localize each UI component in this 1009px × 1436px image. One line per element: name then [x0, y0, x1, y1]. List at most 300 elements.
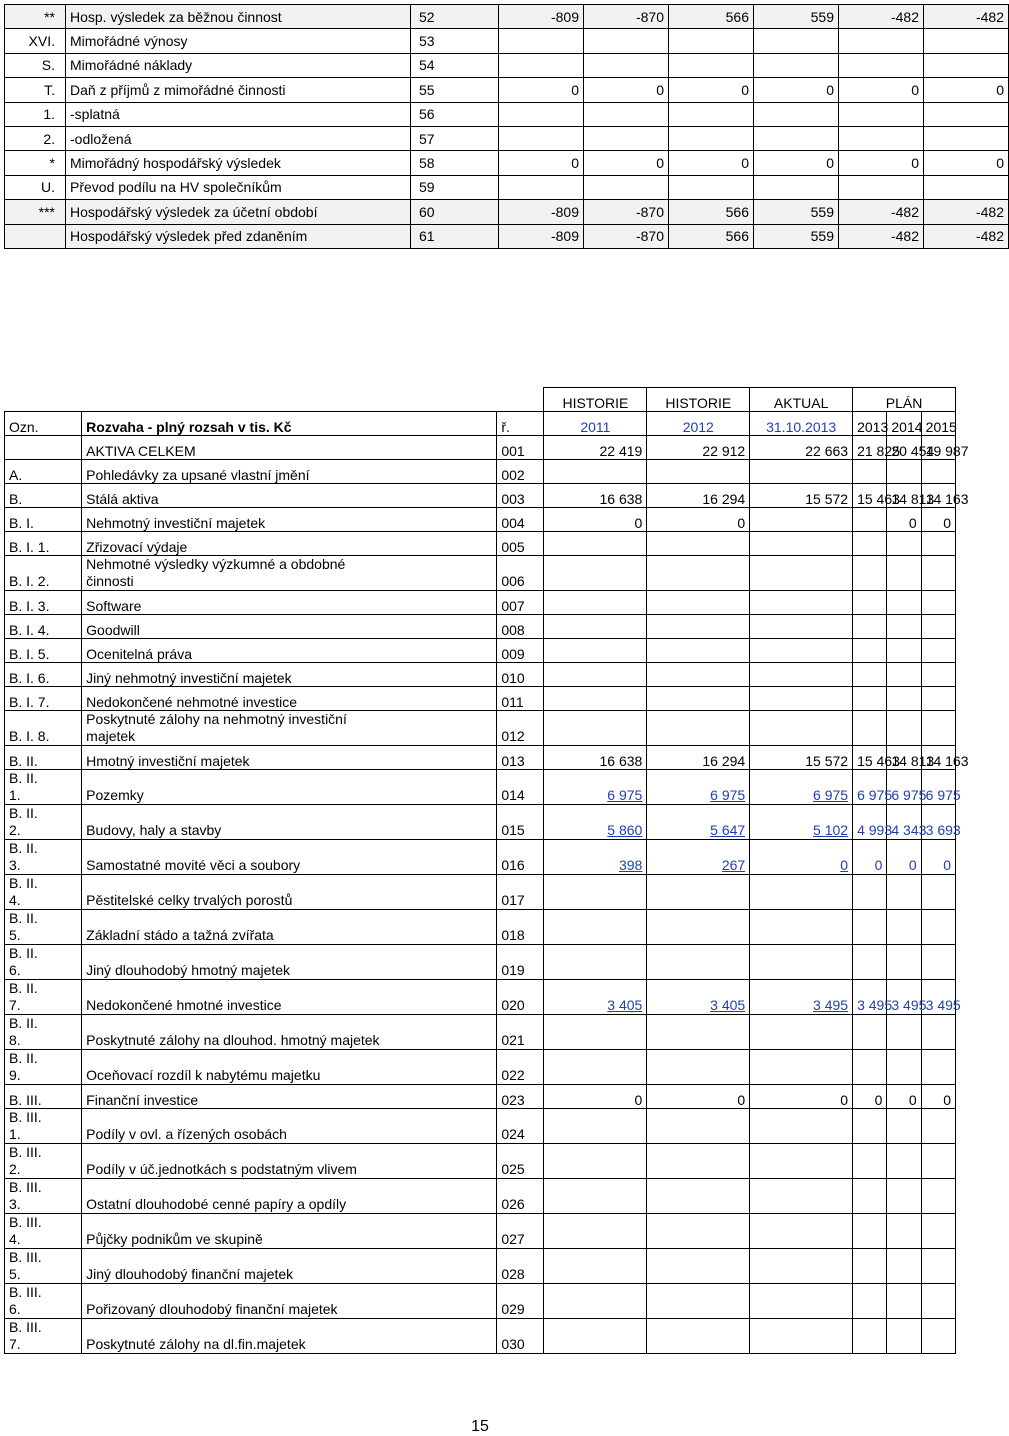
table-row	[5, 1214, 956, 1249]
value-cell	[544, 532, 647, 556]
value-cell	[750, 1144, 853, 1179]
value-cell	[853, 687, 887, 711]
row-code-line: 7.	[9, 1336, 21, 1352]
value-cell	[544, 460, 647, 484]
row-code-line: B. I.	[9, 515, 34, 531]
value-cell: -870	[584, 200, 669, 224]
table-row	[5, 1050, 956, 1085]
value-cell	[647, 687, 750, 711]
row-code-line: 3.	[9, 857, 21, 873]
value-cell: 0	[887, 1085, 921, 1109]
row-name	[82, 1284, 497, 1319]
value-cell: -809	[499, 224, 584, 248]
value-cell	[921, 1015, 955, 1050]
value-cell: 6 975	[921, 770, 955, 805]
value-cell: 0	[921, 1085, 955, 1109]
value-cell	[853, 1015, 887, 1050]
value-cell	[887, 875, 921, 910]
col-header-row: ř.	[497, 412, 544, 436]
row-name	[82, 840, 497, 875]
row-code-line: 5.	[9, 927, 21, 943]
value-cell: 398	[544, 840, 647, 875]
value-cell	[921, 556, 955, 591]
value-cell: 14 813	[887, 746, 921, 770]
row-name: -odložená	[66, 126, 411, 150]
value-cell	[647, 591, 750, 615]
value-cell	[839, 53, 924, 77]
table-row	[5, 1085, 956, 1109]
value-cell: 5 102	[750, 805, 853, 840]
value-cell	[584, 102, 669, 126]
value-cell	[750, 1015, 853, 1050]
value-cell	[839, 175, 924, 199]
value-cell: 6 975	[750, 770, 853, 805]
value-cell	[921, 910, 955, 945]
row-name	[82, 615, 497, 639]
value-cell	[887, 1179, 921, 1214]
row-code	[5, 436, 82, 460]
row-name-line: Finanční investice	[86, 1092, 199, 1108]
value-cell	[647, 556, 750, 591]
table-row	[5, 1179, 956, 1214]
row-number: 023	[497, 1085, 544, 1109]
value-cell	[853, 1109, 887, 1144]
value-cell	[544, 639, 647, 663]
row-code	[5, 1015, 82, 1050]
row-code	[5, 1319, 82, 1354]
value-cell	[544, 591, 647, 615]
value-cell: 14 163	[921, 746, 955, 770]
row-name-line: Goodwill	[86, 622, 140, 638]
value-cell: 3 495	[921, 980, 955, 1015]
value-cell: 0	[750, 840, 853, 875]
value-cell	[853, 1144, 887, 1179]
value-cell	[887, 1319, 921, 1354]
table-row	[5, 1284, 956, 1319]
value-cell: 559	[754, 224, 839, 248]
value-cell	[887, 1050, 921, 1085]
row-number: 52	[411, 5, 499, 29]
value-cell	[584, 53, 669, 77]
value-cell: 6 975	[853, 770, 887, 805]
value-cell	[750, 591, 853, 615]
row-name: Mimořádný hospodářský výsledek	[66, 151, 411, 175]
value-cell	[669, 29, 754, 53]
row-mark: 1.	[5, 102, 66, 126]
table-row	[5, 224, 1009, 248]
row-number: 005	[497, 532, 544, 556]
value-cell: 0	[584, 78, 669, 102]
balance-sheet-table	[4, 387, 969, 1354]
value-cell	[750, 711, 853, 746]
table-row	[5, 1319, 956, 1354]
value-cell	[750, 639, 853, 663]
row-number: 56	[411, 102, 499, 126]
table-row	[5, 875, 956, 910]
row-name	[82, 1144, 497, 1179]
value-cell	[750, 556, 853, 591]
row-name-line: Zřizovací výdaje	[86, 539, 188, 555]
row-mark: ***	[5, 200, 66, 224]
row-name: Hospodářský výsledek za účetní období	[66, 200, 411, 224]
value-cell: 0	[544, 1085, 647, 1109]
table-row	[5, 910, 956, 945]
value-cell: 0	[669, 151, 754, 175]
row-number: 54	[411, 53, 499, 77]
value-cell	[750, 1109, 853, 1144]
group-header-history-2: HISTORIE	[647, 388, 750, 412]
value-cell: 0	[921, 508, 955, 532]
table-row	[5, 591, 956, 615]
value-cell: -482	[924, 224, 1009, 248]
value-cell: 22 419	[544, 436, 647, 460]
table-row	[5, 175, 1009, 199]
value-cell	[544, 1109, 647, 1144]
row-number: 010	[497, 663, 544, 687]
row-name-line: Pořizovaný dlouhodobý finanční majetek	[86, 1301, 338, 1317]
row-code-line: B. II.	[9, 1015, 38, 1031]
table-row	[5, 1109, 956, 1144]
value-cell	[544, 1214, 647, 1249]
value-cell: 16 294	[647, 746, 750, 770]
value-cell	[921, 1249, 955, 1284]
value-cell	[750, 1284, 853, 1319]
value-cell	[853, 1284, 887, 1319]
value-cell	[647, 910, 750, 945]
row-number: 028	[497, 1249, 544, 1284]
value-cell	[647, 875, 750, 910]
table-row	[5, 1015, 956, 1050]
value-cell	[921, 1284, 955, 1319]
value-cell	[924, 175, 1009, 199]
row-code-line: B. III.	[9, 1092, 42, 1108]
value-cell	[853, 460, 887, 484]
value-cell: 16 294	[647, 484, 750, 508]
value-cell: 4 993	[853, 805, 887, 840]
row-name-line: Podíly v úč.jednotkách s podstatným vlivem	[86, 1161, 357, 1177]
value-cell	[921, 460, 955, 484]
value-cell	[647, 1050, 750, 1085]
value-cell	[921, 711, 955, 746]
profit-loss-table	[4, 4, 1009, 249]
value-cell: 5 860	[544, 805, 647, 840]
value-cell	[853, 508, 887, 532]
row-code-line: B. III.	[9, 1214, 42, 1230]
value-cell	[544, 556, 647, 591]
value-cell	[921, 1144, 955, 1179]
row-number: 026	[497, 1179, 544, 1214]
value-cell: 4 343	[887, 805, 921, 840]
value-cell: 559	[754, 5, 839, 29]
value-cell	[750, 1214, 853, 1249]
value-cell: 0	[924, 151, 1009, 175]
row-code-line: B. II.	[9, 770, 38, 786]
table-row	[5, 1249, 956, 1284]
value-cell	[750, 663, 853, 687]
row-number: 019	[497, 945, 544, 980]
table-row	[5, 556, 956, 591]
row-number: 53	[411, 29, 499, 53]
value-cell: 0	[499, 78, 584, 102]
value-cell: 0	[584, 151, 669, 175]
value-cell	[887, 591, 921, 615]
row-code	[5, 840, 82, 875]
row-number: 012	[497, 711, 544, 746]
value-cell	[853, 1179, 887, 1214]
value-cell	[921, 1050, 955, 1085]
row-name	[82, 1249, 497, 1284]
row-number: 60	[411, 200, 499, 224]
table-row	[5, 102, 1009, 126]
row-code-line: 7.	[9, 997, 21, 1013]
row-number: 024	[497, 1109, 544, 1144]
value-cell	[754, 53, 839, 77]
value-cell	[887, 532, 921, 556]
row-name-line: Poskytnuté zálohy na dlouhod. hmotný majetek	[86, 1032, 380, 1048]
row-name: Mimořádné výnosy	[66, 29, 411, 53]
value-cell: 0	[924, 78, 1009, 102]
row-name	[82, 556, 497, 591]
value-cell: 3 405	[647, 980, 750, 1015]
value-cell	[750, 687, 853, 711]
value-cell	[544, 875, 647, 910]
row-name-line: Poskytnuté zálohy na dl.fin.majetek	[86, 1336, 306, 1352]
value-cell	[921, 687, 955, 711]
row-code-line: B. I. 5.	[9, 646, 50, 662]
value-cell	[887, 460, 921, 484]
row-name: Převod podílu na HV společníkům	[66, 175, 411, 199]
value-cell	[887, 711, 921, 746]
row-name	[82, 532, 497, 556]
value-cell: 3 495	[853, 980, 887, 1015]
value-cell: 3 495	[750, 980, 853, 1015]
value-cell: 0	[544, 508, 647, 532]
value-cell: 6 975	[544, 770, 647, 805]
row-code-line: 6.	[9, 1301, 21, 1317]
value-cell	[853, 532, 887, 556]
value-cell	[921, 639, 955, 663]
row-name	[82, 711, 497, 746]
table-row	[5, 639, 956, 663]
value-cell: -482	[839, 224, 924, 248]
value-cell	[750, 945, 853, 980]
row-number: 55	[411, 78, 499, 102]
value-cell	[921, 615, 955, 639]
row-name: Daň z příjmů z mimořádné činnosti	[66, 78, 411, 102]
value-cell	[647, 663, 750, 687]
row-code-line: B. III.	[9, 1179, 42, 1195]
value-cell: -870	[584, 224, 669, 248]
value-cell	[584, 29, 669, 53]
value-cell: 0	[853, 840, 887, 875]
value-cell: 0	[839, 78, 924, 102]
row-number: 017	[497, 875, 544, 910]
value-cell: -809	[499, 5, 584, 29]
row-code-line: B. I. 8.	[9, 728, 50, 744]
row-code	[5, 1249, 82, 1284]
table-row	[5, 460, 956, 484]
row-code-line: 9.	[9, 1067, 21, 1083]
value-cell	[924, 102, 1009, 126]
column-header-row	[5, 412, 956, 436]
value-cell: -809	[499, 200, 584, 224]
row-code-line: B.	[9, 491, 23, 507]
row-code-line: 1.	[9, 1126, 21, 1142]
row-code	[5, 875, 82, 910]
row-code	[5, 484, 82, 508]
row-name-line: Jiný nehmotný investiční majetek	[86, 670, 292, 686]
value-cell: 15 463	[853, 746, 887, 770]
value-cell: 16 638	[544, 746, 647, 770]
row-mark: XVI.	[5, 29, 66, 53]
row-code-line: 8.	[9, 1032, 21, 1048]
value-cell: 6 975	[647, 770, 750, 805]
col-header-name: Rozvaha - plný rozsah v tis. Kč	[82, 412, 497, 436]
row-code	[5, 639, 82, 663]
value-cell: 14 163	[921, 484, 955, 508]
row-name	[82, 1319, 497, 1354]
row-code-line: 2.	[9, 822, 21, 838]
row-code	[5, 591, 82, 615]
value-cell	[544, 663, 647, 687]
value-cell	[669, 175, 754, 199]
value-cell: 0	[839, 151, 924, 175]
value-cell	[853, 945, 887, 980]
table-row	[5, 151, 1009, 175]
row-name	[82, 639, 497, 663]
value-cell	[921, 945, 955, 980]
group-header-actual: AKTUAL	[750, 388, 853, 412]
value-cell	[750, 508, 853, 532]
row-number: 009	[497, 639, 544, 663]
value-cell: 16 638	[544, 484, 647, 508]
row-name	[82, 1085, 497, 1109]
value-cell	[750, 460, 853, 484]
value-cell: 0	[669, 78, 754, 102]
value-cell	[853, 875, 887, 910]
row-number: 57	[411, 126, 499, 150]
row-code-line: 4.	[9, 1231, 21, 1247]
value-cell	[924, 29, 1009, 53]
value-cell	[750, 1249, 853, 1284]
row-code	[5, 508, 82, 532]
blank-cell	[5, 388, 82, 412]
table-row	[5, 840, 956, 875]
value-cell	[669, 126, 754, 150]
value-cell	[887, 1214, 921, 1249]
row-number: 014	[497, 770, 544, 805]
row-code-line: B. II.	[9, 875, 38, 891]
row-name-line: Software	[86, 598, 142, 614]
value-cell	[544, 1050, 647, 1085]
value-cell: 15 572	[750, 746, 853, 770]
value-cell	[853, 1050, 887, 1085]
row-number: 007	[497, 591, 544, 615]
value-cell	[754, 126, 839, 150]
row-name	[82, 875, 497, 910]
value-cell: -870	[584, 5, 669, 29]
row-number: 003	[497, 484, 544, 508]
value-cell: 0	[750, 1085, 853, 1109]
row-name: -splatná	[66, 102, 411, 126]
value-cell: 0	[754, 151, 839, 175]
row-code	[5, 1050, 82, 1085]
row-name-line: Ostatní dlouhodobé cenné papíry a opdíly	[86, 1196, 347, 1212]
row-code	[5, 770, 82, 805]
row-name-line: Poskytnuté zálohy na nehmotný investiční	[86, 711, 347, 727]
value-cell	[544, 1015, 647, 1050]
row-number: 027	[497, 1214, 544, 1249]
row-name	[82, 945, 497, 980]
value-cell	[839, 29, 924, 53]
row-code-line: B. II.	[9, 840, 38, 856]
value-cell	[887, 910, 921, 945]
row-name-line: Stálá aktiva	[86, 491, 159, 507]
value-cell	[853, 711, 887, 746]
value-cell	[647, 1109, 750, 1144]
table-row	[5, 5, 1009, 29]
value-cell	[669, 53, 754, 77]
value-cell	[754, 175, 839, 199]
value-cell	[544, 1319, 647, 1354]
value-cell	[647, 1179, 750, 1214]
row-code-line: B. III.	[9, 1109, 42, 1125]
profit-loss-body	[5, 5, 1009, 249]
row-name	[82, 746, 497, 770]
row-code-line: B. II.	[9, 945, 38, 961]
row-code-line: B. I. 1.	[9, 539, 50, 555]
value-cell	[887, 1249, 921, 1284]
row-name	[82, 770, 497, 805]
value-cell	[499, 102, 584, 126]
row-code-line: B. III.	[9, 1319, 42, 1335]
row-code	[5, 663, 82, 687]
value-cell	[499, 53, 584, 77]
row-name	[82, 460, 497, 484]
table-row	[5, 532, 956, 556]
row-name	[82, 1015, 497, 1050]
table-row	[5, 711, 956, 746]
row-name-line: Jiný dlouhodobý hmotný majetek	[86, 962, 291, 978]
row-name-line: Oceňovací rozdíl k nabytému majetku	[86, 1067, 321, 1083]
value-cell: 0	[887, 840, 921, 875]
row-code	[5, 711, 82, 746]
row-name	[82, 508, 497, 532]
value-cell	[887, 687, 921, 711]
value-cell	[887, 639, 921, 663]
value-cell	[647, 1319, 750, 1354]
value-cell	[853, 1214, 887, 1249]
value-cell	[750, 1050, 853, 1085]
row-number: 018	[497, 910, 544, 945]
value-cell: 0	[754, 78, 839, 102]
value-cell	[853, 556, 887, 591]
row-name	[82, 436, 497, 460]
value-cell: -482	[924, 5, 1009, 29]
row-name-line: Hmotný investiční majetek	[86, 753, 250, 769]
value-cell	[584, 175, 669, 199]
value-cell	[499, 175, 584, 199]
value-cell	[750, 615, 853, 639]
row-code-line: 3.	[9, 1196, 21, 1212]
row-name-line: Nehmotné výsledky výzkumné a obdobné	[86, 556, 346, 572]
value-cell: 5 647	[647, 805, 750, 840]
value-cell	[544, 1284, 647, 1319]
row-code	[5, 980, 82, 1015]
value-cell	[853, 910, 887, 945]
value-cell	[647, 639, 750, 663]
value-cell	[839, 102, 924, 126]
